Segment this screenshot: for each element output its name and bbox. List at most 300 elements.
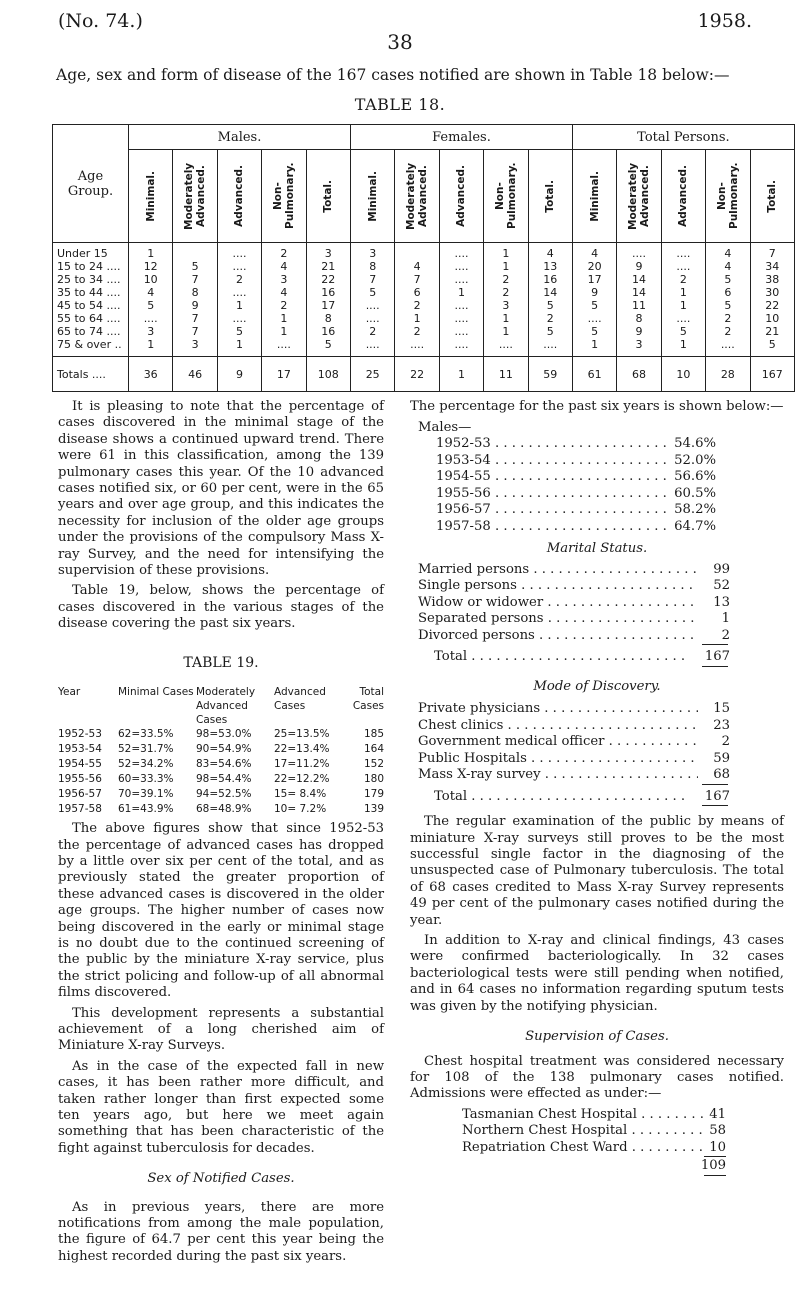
table-cell: 7 bbox=[351, 273, 395, 286]
table-row bbox=[58, 727, 384, 742]
paragraph-advanced-drop: The above figures show that since 1952-53 the percentage of advanced cases has dropped by a little over six per cent of the total, and as previously stated the greater proportion of these advanced cases is discovered in the older age groups. The higher number of cases now being discovered in the early or minimal stage is no doubt due to the continued screening of the public by the miniature X-ray service, plus the strict policing and follow-up of all abnormal films discovered. bbox=[58, 821, 384, 1001]
list-item bbox=[418, 767, 730, 784]
table-cell: 22 bbox=[750, 299, 794, 312]
table-cell: 1 bbox=[395, 312, 439, 325]
age-group-header: Age Group. bbox=[53, 125, 129, 243]
t18-col-label: Total. bbox=[544, 179, 557, 213]
list-item-label: 1956-57 bbox=[436, 502, 491, 518]
age-group-cell: 15 to 24 .... bbox=[53, 260, 129, 273]
t18-col-header bbox=[750, 150, 794, 243]
age-group-cell: Under 15 bbox=[53, 243, 129, 261]
list-item-value: 1 bbox=[721, 611, 730, 627]
table-cell: 1 bbox=[661, 299, 705, 312]
table-cell: 9 bbox=[617, 325, 661, 338]
table-cell: 1 bbox=[262, 325, 306, 338]
paragraph-xray-surveys: The regular examination of the public by means of miniature X-ray surveys still proves to be the most successful single factor in the diagnosing of the unsuspected case of Pulmonary tuberculosis. The total of 68 cases credited to Mass X-ray Survey represents 49 per cent of the pulmonary cases notified during the year. bbox=[410, 814, 784, 928]
totals-cell: 167 bbox=[750, 357, 794, 392]
table-cell: 5 bbox=[173, 260, 217, 273]
table-cell: 5 bbox=[706, 299, 750, 312]
males-label: Males— bbox=[418, 420, 472, 436]
dot-leader bbox=[491, 502, 667, 517]
list-item-label: Married persons bbox=[418, 561, 530, 577]
table-cell: 185 bbox=[363, 728, 384, 741]
table-cell: 139 bbox=[363, 803, 384, 816]
table-cell: 1 bbox=[129, 243, 173, 261]
table-19 bbox=[58, 685, 384, 817]
table-cell: .... bbox=[661, 243, 705, 261]
totals-cell: 28 bbox=[706, 357, 750, 392]
dot-leader bbox=[637, 1107, 708, 1122]
totals-cell: 36 bbox=[129, 357, 173, 392]
table-cell: 14 bbox=[617, 273, 661, 286]
list-item-label: Divorced persons bbox=[418, 627, 535, 643]
table-cell: 21 bbox=[750, 325, 794, 338]
marital-total-underline bbox=[702, 666, 728, 667]
table-cell: 1 bbox=[439, 286, 483, 299]
t18-col-header bbox=[173, 150, 217, 243]
t18-col-header bbox=[572, 150, 616, 243]
table-cell: 17 bbox=[306, 299, 350, 312]
table-cell: 2 bbox=[395, 325, 439, 338]
page-number: 38 bbox=[387, 30, 413, 54]
list-item-label: Northern Chest Hospital bbox=[462, 1123, 628, 1139]
table-cell: 52=31.7% bbox=[118, 743, 174, 756]
table-cell: 15= 8.4% bbox=[274, 788, 327, 801]
list-item bbox=[418, 595, 730, 612]
table-cell: .... bbox=[351, 338, 395, 357]
list-item-label: 1955-56 bbox=[436, 485, 491, 501]
list-item-value: 60.5% bbox=[674, 485, 716, 501]
marital-total-row bbox=[410, 649, 730, 666]
table-cell: 4 bbox=[395, 260, 439, 273]
table-cell: .... bbox=[661, 312, 705, 325]
list-item bbox=[436, 502, 716, 519]
age-group-cell: 45 to 54 .... bbox=[53, 299, 129, 312]
table-cell: 2 bbox=[484, 286, 528, 299]
table-cell: 6 bbox=[395, 286, 439, 299]
list-item-label: 1952-53 bbox=[436, 436, 491, 452]
table-cell: 7 bbox=[750, 243, 794, 261]
list-item-label: 1954-55 bbox=[436, 469, 491, 485]
table-cell: 1 bbox=[484, 325, 528, 338]
table-cell: .... bbox=[439, 325, 483, 338]
totals-cell: 61 bbox=[572, 357, 616, 392]
totals-label: Totals .... bbox=[53, 357, 129, 392]
table-cell: 7 bbox=[173, 312, 217, 325]
t18-col-label: Advanced. bbox=[233, 165, 246, 227]
table-cell: 62=33.5% bbox=[118, 728, 174, 741]
list-item-label: Government medical officer bbox=[418, 734, 605, 750]
table-cell: 98=54.4% bbox=[196, 773, 252, 786]
t18-col-header bbox=[129, 150, 173, 243]
totals-cell: 1 bbox=[439, 357, 483, 392]
report-year: 1958. bbox=[697, 10, 752, 32]
table-cell: 94=52.5% bbox=[196, 788, 252, 801]
t18-col-header bbox=[706, 150, 750, 243]
table-cell: 1 bbox=[217, 299, 261, 312]
dot-leader bbox=[491, 436, 667, 451]
total-persons-header: Total Persons. bbox=[572, 125, 794, 150]
table-cell: .... bbox=[706, 338, 750, 357]
t18-col-header bbox=[528, 150, 572, 243]
paragraph-achievement: This development represents a substantial achievement of a long cherished aim of Miniature X-ray Surveys. bbox=[58, 1005, 384, 1054]
table-cell: 61=43.9% bbox=[118, 803, 174, 816]
table-row bbox=[58, 802, 384, 817]
dot-leader bbox=[527, 751, 697, 766]
table-cell: .... bbox=[439, 260, 483, 273]
list-item-value: 2 bbox=[721, 627, 730, 643]
dot-leader bbox=[543, 595, 698, 610]
table-cell: .... bbox=[439, 312, 483, 325]
table-cell: 2 bbox=[395, 299, 439, 312]
totals-cell: 22 bbox=[395, 357, 439, 392]
totals-cell: 59 bbox=[528, 357, 572, 392]
table-cell: 16 bbox=[306, 286, 350, 299]
dot-leader bbox=[491, 486, 667, 501]
t18-col-header bbox=[395, 150, 439, 243]
table-cell: 34 bbox=[750, 260, 794, 273]
left-column bbox=[58, 399, 384, 1269]
table-cell: 9 bbox=[617, 260, 661, 273]
t18-col-label: Non-Pulmonary. bbox=[493, 162, 518, 230]
table-row bbox=[53, 286, 795, 299]
table-cell: 5 bbox=[572, 299, 616, 312]
table-cell: 164 bbox=[363, 743, 384, 756]
list-item-label: 1953-54 bbox=[436, 452, 491, 468]
list-item-label: Single persons bbox=[418, 578, 517, 594]
table-cell: .... bbox=[129, 312, 173, 325]
table-cell: 17=11.2% bbox=[274, 758, 330, 771]
list-item-value: 59 bbox=[713, 750, 730, 766]
list-item bbox=[436, 453, 716, 470]
right-column bbox=[410, 399, 784, 1176]
table-cell: 1 bbox=[572, 338, 616, 357]
table-cell: 21 bbox=[306, 260, 350, 273]
table-cell: 52=34.2% bbox=[118, 758, 174, 771]
table-cell: 1 bbox=[484, 243, 528, 261]
table-cell: 1956-57 bbox=[58, 788, 102, 801]
dot-leader bbox=[491, 519, 667, 534]
table-cell: 7 bbox=[173, 273, 217, 286]
t18-col-label: Non-Pulmonary. bbox=[271, 162, 296, 230]
list-item-value: 23 bbox=[713, 717, 730, 733]
list-item-value: 2 bbox=[721, 734, 730, 750]
table-cell: 14 bbox=[528, 286, 572, 299]
table-cell: 1957-58 bbox=[58, 803, 102, 816]
table-cell: 3 bbox=[351, 243, 395, 261]
table-row bbox=[53, 243, 795, 261]
list-item-value: 99 bbox=[713, 561, 730, 577]
table-cell: 5 bbox=[528, 325, 572, 338]
list-item-value: 15 bbox=[713, 701, 730, 717]
age-group-cell: 35 to 44 .... bbox=[53, 286, 129, 299]
table-cell: 1 bbox=[661, 338, 705, 357]
table-cell: 17 bbox=[572, 273, 616, 286]
table-cell: 30 bbox=[750, 286, 794, 299]
table-cell: 2 bbox=[351, 325, 395, 338]
table-cell: 152 bbox=[363, 758, 384, 771]
marital-total-rule bbox=[702, 644, 728, 645]
table-cell: 22=13.4% bbox=[274, 743, 330, 756]
table-cell: 12 bbox=[129, 260, 173, 273]
t18-col-header bbox=[351, 150, 395, 243]
list-item-label: Separated persons bbox=[418, 611, 544, 627]
table-cell: .... bbox=[217, 312, 261, 325]
t18-col-header bbox=[617, 150, 661, 243]
list-item-value: 54.6% bbox=[674, 436, 716, 452]
list-item-value: 64.7% bbox=[674, 518, 716, 534]
table-row bbox=[53, 325, 795, 338]
list-item-label: Mass X-ray survey bbox=[418, 767, 541, 783]
table-cell: .... bbox=[439, 273, 483, 286]
paragraph-male-notifications: As in previous years, there are more notifications from among the male population, the figure of 64.7 per cent this year being the highest recorded during the past six years. bbox=[58, 1199, 384, 1264]
table-cell: 4 bbox=[129, 286, 173, 299]
heading-sex-of-cases: Sex of Notified Cases. bbox=[147, 1171, 295, 1187]
list-item bbox=[462, 1107, 726, 1124]
table-cell: 5 bbox=[129, 299, 173, 312]
list-item bbox=[418, 701, 730, 718]
table-cell: 5 bbox=[306, 338, 350, 357]
totals-cell: 25 bbox=[351, 357, 395, 392]
table-cell: 7 bbox=[395, 273, 439, 286]
table-cell: 2 bbox=[706, 312, 750, 325]
t18-col-label: Total. bbox=[322, 179, 335, 213]
t18-col-header bbox=[439, 150, 483, 243]
table-cell: 5 bbox=[572, 325, 616, 338]
dot-leader bbox=[467, 649, 690, 664]
list-item bbox=[462, 1123, 726, 1140]
table-cell: 25=13.5% bbox=[274, 728, 330, 741]
table-cell: 1 bbox=[661, 286, 705, 299]
list-item-value: 56.6% bbox=[674, 469, 716, 485]
table-cell: 9 bbox=[173, 299, 217, 312]
table-18 bbox=[52, 124, 795, 392]
table-row bbox=[53, 273, 795, 286]
dot-leader bbox=[503, 718, 694, 733]
t18-col-label: Advanced. bbox=[677, 165, 690, 227]
table-cell: 8 bbox=[173, 286, 217, 299]
table-cell: 3 bbox=[306, 243, 350, 261]
table-cell: 5 bbox=[706, 273, 750, 286]
table-cell: 8 bbox=[306, 312, 350, 325]
table-cell bbox=[173, 243, 217, 261]
table-cell: 1953-54 bbox=[58, 743, 102, 756]
table-cell: 3 bbox=[173, 338, 217, 357]
dot-leader bbox=[467, 789, 690, 804]
table-cell: 14 bbox=[617, 286, 661, 299]
table-cell: 90=54.9% bbox=[196, 743, 252, 756]
table-cell: 2 bbox=[262, 243, 306, 261]
table-row bbox=[58, 742, 384, 757]
male-percentage-list bbox=[410, 436, 716, 535]
table-cell: 20 bbox=[572, 260, 616, 273]
discovery-total-label: Total bbox=[434, 788, 468, 804]
admissions-total: 109 bbox=[700, 1158, 726, 1174]
t18-col-header bbox=[661, 150, 705, 243]
table-row bbox=[53, 312, 795, 325]
t18-col-header bbox=[306, 150, 350, 243]
list-item bbox=[418, 628, 730, 645]
dot-leader bbox=[604, 734, 702, 749]
totals-cell: 17 bbox=[262, 357, 306, 392]
t19-header-year: Year bbox=[58, 686, 81, 699]
t18-col-label: Moderately Advanced. bbox=[183, 162, 208, 230]
t18-col-label: Minimal. bbox=[144, 170, 157, 222]
paragraph-bacteriology: In addition to X-ray and clinical findings, 43 cases were confirmed bacteriologically. In 32 cases bacteriological tests were still pending when notified, and in 64 cases no information regarding sputum tests was given by the notifying physician. bbox=[410, 933, 784, 1014]
table-cell: .... bbox=[439, 243, 483, 261]
table-cell: 1 bbox=[484, 312, 528, 325]
males-header: Males. bbox=[129, 125, 351, 150]
marital-total-label: Total bbox=[434, 649, 468, 665]
table-cell: 16 bbox=[528, 273, 572, 286]
table-row bbox=[58, 772, 384, 787]
table-cell: 2 bbox=[217, 273, 261, 286]
discovery-list bbox=[410, 701, 730, 784]
list-item-value: 10 bbox=[709, 1139, 726, 1155]
table-cell: .... bbox=[572, 312, 616, 325]
report-number: (No. 74.) bbox=[58, 10, 143, 32]
list-item-label: Chest clinics bbox=[418, 717, 504, 733]
totals-cell: 9 bbox=[217, 357, 261, 392]
table-cell: .... bbox=[351, 312, 395, 325]
table-cell: 1955-56 bbox=[58, 773, 102, 786]
table-cell: 3 bbox=[484, 299, 528, 312]
table-cell: 60=33.3% bbox=[118, 773, 174, 786]
table-cell: 22 bbox=[306, 273, 350, 286]
marital-status-list bbox=[410, 562, 730, 645]
table-cell: .... bbox=[217, 243, 261, 261]
list-item bbox=[418, 718, 730, 735]
table-cell: 180 bbox=[363, 773, 384, 786]
list-item bbox=[418, 734, 730, 751]
table-cell: 1952-53 bbox=[58, 728, 102, 741]
table-cell: 3 bbox=[262, 273, 306, 286]
paragraph-fight-tb: As in the case of the expected fall in new cases, it has been rather more difficult, and taken rather longer than first expected some ten years ago, but here we meet again something that has been characteristic of the fight against tuberculosis for decades. bbox=[58, 1058, 384, 1156]
table-cell: 8 bbox=[617, 312, 661, 325]
table-row bbox=[53, 299, 795, 312]
table-cell: 16 bbox=[306, 325, 350, 338]
table-row bbox=[53, 260, 795, 273]
table-cell: 2 bbox=[484, 273, 528, 286]
list-item-value: 68 bbox=[713, 767, 730, 783]
table-cell: 1954-55 bbox=[58, 758, 102, 771]
t18-col-label: Minimal. bbox=[588, 170, 601, 222]
totals-cell: 10 bbox=[661, 357, 705, 392]
t18-col-header bbox=[262, 150, 306, 243]
table-cell: 5 bbox=[351, 286, 395, 299]
dot-leader bbox=[491, 453, 667, 468]
table-cell: 6 bbox=[706, 286, 750, 299]
admissions-list bbox=[410, 1107, 726, 1157]
age-group-cell: 65 to 74 .... bbox=[53, 325, 129, 338]
t19-header-total: Total Cases bbox=[352, 686, 384, 713]
list-item bbox=[462, 1140, 726, 1157]
table-cell: 5 bbox=[661, 325, 705, 338]
list-item-label: Public Hospitals bbox=[418, 750, 527, 766]
table-cell: 4 bbox=[706, 243, 750, 261]
t18-col-label: Advanced. bbox=[455, 165, 468, 227]
table-cell: .... bbox=[351, 299, 395, 312]
admissions-total-underline bbox=[704, 1175, 726, 1176]
t18-col-header bbox=[484, 150, 528, 243]
table-cell: 9 bbox=[572, 286, 616, 299]
dot-leader bbox=[628, 1140, 708, 1155]
table-cell: 2 bbox=[528, 312, 572, 325]
t18-col-label: Total. bbox=[766, 179, 779, 213]
table-row bbox=[58, 787, 384, 802]
list-item-label: Tasmanian Chest Hospital bbox=[462, 1106, 637, 1122]
table18-title: TABLE 18. bbox=[354, 95, 446, 114]
list-item-value: 13 bbox=[713, 594, 730, 610]
list-item bbox=[418, 562, 730, 579]
discovery-total-rule bbox=[702, 784, 728, 785]
list-item-label: Widow or widower bbox=[418, 594, 544, 610]
t19-header-advanced: Advanced Cases bbox=[274, 686, 326, 713]
t19-header-minimal: Minimal Cases bbox=[118, 686, 194, 699]
table-cell: 70=39.1% bbox=[118, 788, 174, 801]
table19-title: TABLE 19. bbox=[183, 654, 259, 671]
table-cell: 5 bbox=[217, 325, 261, 338]
list-item bbox=[436, 519, 716, 536]
table-cell: .... bbox=[262, 338, 306, 357]
paragraph-percentage-intro: The percentage for the past six years is shown below:— bbox=[410, 399, 784, 414]
age-group-cell: 25 to 34 .... bbox=[53, 273, 129, 286]
paragraph-table19-intro: Table 19, below, shows the percentage of cases discovered in the various stages of the disease covering the past six years. bbox=[58, 583, 384, 632]
table-cell: 1 bbox=[262, 312, 306, 325]
discovery-total-value: 167 bbox=[704, 788, 730, 804]
table-cell: .... bbox=[528, 338, 572, 357]
list-item-value: 52 bbox=[713, 578, 730, 594]
table-cell: .... bbox=[484, 338, 528, 357]
table-row bbox=[53, 338, 795, 357]
t18-col-label: Non-Pulmonary. bbox=[715, 162, 740, 230]
table-cell: .... bbox=[217, 286, 261, 299]
table-cell: 10= 7.2% bbox=[274, 803, 327, 816]
list-item-value: 41 bbox=[709, 1106, 726, 1122]
table-cell: .... bbox=[617, 243, 661, 261]
table-cell: 13 bbox=[528, 260, 572, 273]
totals-cell: 68 bbox=[617, 357, 661, 392]
list-item bbox=[418, 751, 730, 768]
list-item bbox=[418, 578, 730, 595]
table-cell: 1 bbox=[129, 338, 173, 357]
discovery-total-row bbox=[410, 789, 730, 806]
table-cell: 2 bbox=[262, 299, 306, 312]
table-cell: 68=48.9% bbox=[196, 803, 252, 816]
list-item-label: Repatriation Chest Ward bbox=[462, 1139, 628, 1155]
table-cell: 4 bbox=[706, 260, 750, 273]
table-cell: 83=54.6% bbox=[196, 758, 252, 771]
table-cell: 4 bbox=[572, 243, 616, 261]
list-item-label: Private physicians bbox=[418, 701, 541, 717]
list-item-value: 58 bbox=[709, 1123, 726, 1139]
table-cell: 4 bbox=[262, 260, 306, 273]
list-item bbox=[436, 436, 716, 453]
paragraph-minimal-stage: It is pleasing to note that the percentage of cases discovered in the minimal stage of the disease shows a continued upward trend. There were 61 in this classification, among the 139 pulmonary cases this year. Of the 10 advanced cases notified six, or 60 per cent, were in the 65 years and over age group, and this indicates the necessity for inclusion of the older age groups under the provisions of the compulsory Mass X-ray Survey, and the need for intensifying the supervision of these provisions. bbox=[58, 399, 384, 579]
heading-supervision: Supervision of Cases. bbox=[525, 1029, 669, 1045]
heading-mode-of-discovery: Mode of Discovery. bbox=[533, 678, 661, 694]
list-item bbox=[436, 469, 716, 486]
list-item-value: 52.0% bbox=[674, 452, 716, 468]
table-cell: 1 bbox=[484, 260, 528, 273]
table-cell: 11 bbox=[617, 299, 661, 312]
totals-cell: 46 bbox=[173, 357, 217, 392]
heading-marital-status: Marital Status. bbox=[546, 541, 648, 557]
table-row bbox=[58, 757, 384, 772]
table-cell: 5 bbox=[528, 299, 572, 312]
table-cell: 5 bbox=[750, 338, 794, 357]
dot-leader bbox=[517, 578, 696, 593]
